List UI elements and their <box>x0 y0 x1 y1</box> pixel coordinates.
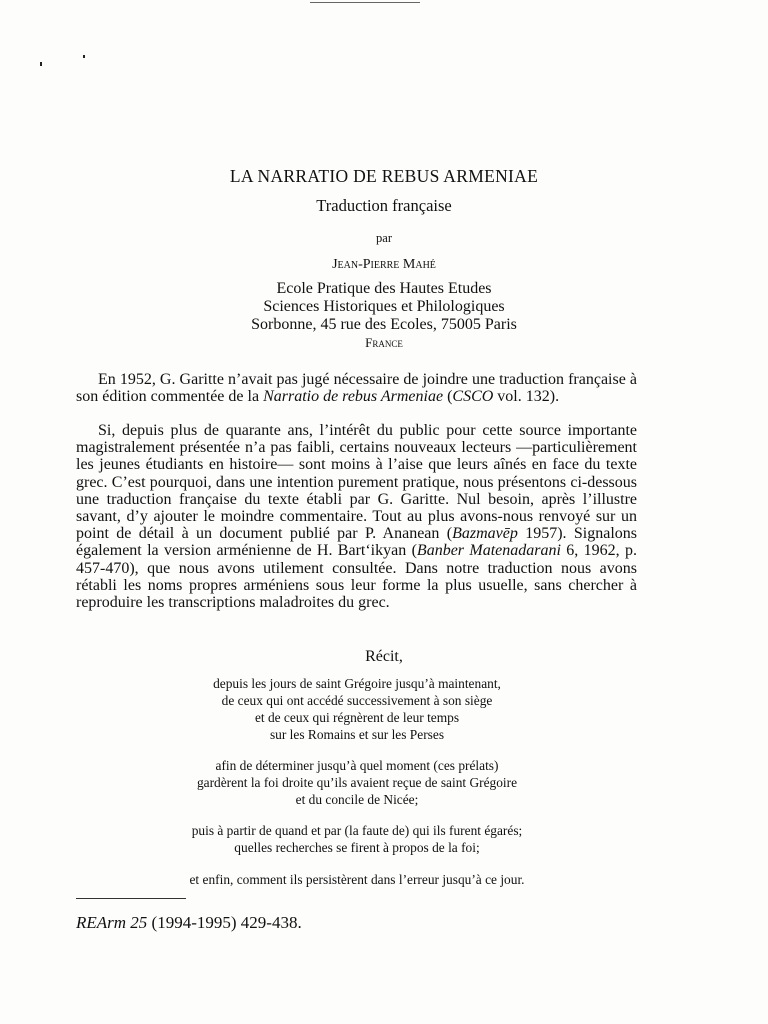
journal-citation <box>76 913 302 933</box>
intro-paragraph-1 <box>76 371 637 405</box>
verse-line: gardèrent la foi droite qu’ils avaient reçue de saint Grégoire <box>196 775 518 790</box>
verse-line: depuis les jours de saint Grégoire jusqu’à maintenant, <box>213 676 501 691</box>
affiliation-country: France <box>365 335 403 350</box>
text-run: Si, depuis plus de quarante ans, l’intérêt du public pour cette source importante magistralement présentée n’a pas faibli, certains nouveaux lecteurs —particulièrement les jeunes étudiants en histoire— sont moins à l’aise que leurs aînés en face du texte grec. C’est pourquoi, dans une intention purement pratique, nous présentons ci-dessous une traduction française du texte établi par G. Garitte. Nul besoin, après l’illustre savant, d’y ajouter le moindre commentaire. Tout au plus avons-nous renvoyé sur un point de détail à un document publié par P. Ananean ( <box>76 422 637 543</box>
by-label: par <box>376 231 392 245</box>
italic-title: Narratio de rebus Armeniae <box>263 388 444 406</box>
affiliation-line: Sorbonne, 45 rue des Ecoles, 75005 Paris <box>251 316 517 333</box>
verse-line: et de ceux qui régnèrent de leur temps <box>254 710 460 725</box>
text-run: En 1952, G. Garitte n’avait pas jugé nécessaire de joindre une traduction française à son édition commentée de la <box>76 371 637 406</box>
recit-stanza-4 <box>0 871 714 888</box>
text-run: 6, 1962, p. 457-470), que nous avons utilement consultée. Dans notre traduction nous avons rétabli les noms propres arméniens sous leur forme la plus usuelle, sans chercher à reproduire les transcriptions maladroites du grec. <box>76 542 638 612</box>
recit-heading: Récit, <box>365 648 403 665</box>
italic-title: Bazmavēp <box>452 525 518 543</box>
recit-stanza-2 <box>0 757 714 808</box>
scan-speck <box>40 62 42 66</box>
verse-line: et du concile de Nicée; <box>295 792 419 807</box>
intro-paragraph-2 <box>76 422 637 611</box>
verse-line: et enfin, comment ils persistèrent dans l’erreur jusqu’à ce jour. <box>189 872 525 887</box>
text-run: 1957). Signalons également la version arménienne de H. Bart‘ikyan ( <box>76 525 638 560</box>
article-title: LA NARRATIO DE REBUS ARMENIAE <box>229 166 539 186</box>
author-name: Jean-Pierre Mahé <box>332 257 436 272</box>
affiliation-line: Ecole Pratique des Hautes Etudes <box>276 280 492 297</box>
journal-name: REArm 25 <box>76 913 148 932</box>
recit-stanza-1 <box>0 675 714 743</box>
article-subtitle: Traduction française <box>316 196 452 215</box>
verse-line: quelles recherches se firent à propos de la foi; <box>234 840 480 855</box>
verse-line: puis à partir de quand et par (la faute de) qui ils furent égarés; <box>191 823 523 838</box>
scan-speck <box>83 55 85 58</box>
verse-line: sur les Romains et sur les Perses <box>269 727 445 742</box>
top-rule <box>310 2 420 3</box>
verse-line: de ceux qui ont accédé successivement à son siège <box>221 693 493 708</box>
text-run: vol. 132). <box>493 388 560 406</box>
author-affiliation <box>0 280 768 352</box>
verse-line: afin de déterminer jusqu’à quel moment (ces prélats) <box>215 758 499 773</box>
text-run: ( <box>443 388 453 406</box>
recit-stanza-3 <box>0 822 714 856</box>
italic-series: CSCO <box>452 388 494 406</box>
citation-details: (1994-1995) 429-438. <box>147 913 302 932</box>
affiliation-line: Sciences Historiques et Philologiques <box>263 298 505 315</box>
italic-title: Banber Matenadarani <box>416 542 561 560</box>
footnote-rule <box>76 898 186 899</box>
